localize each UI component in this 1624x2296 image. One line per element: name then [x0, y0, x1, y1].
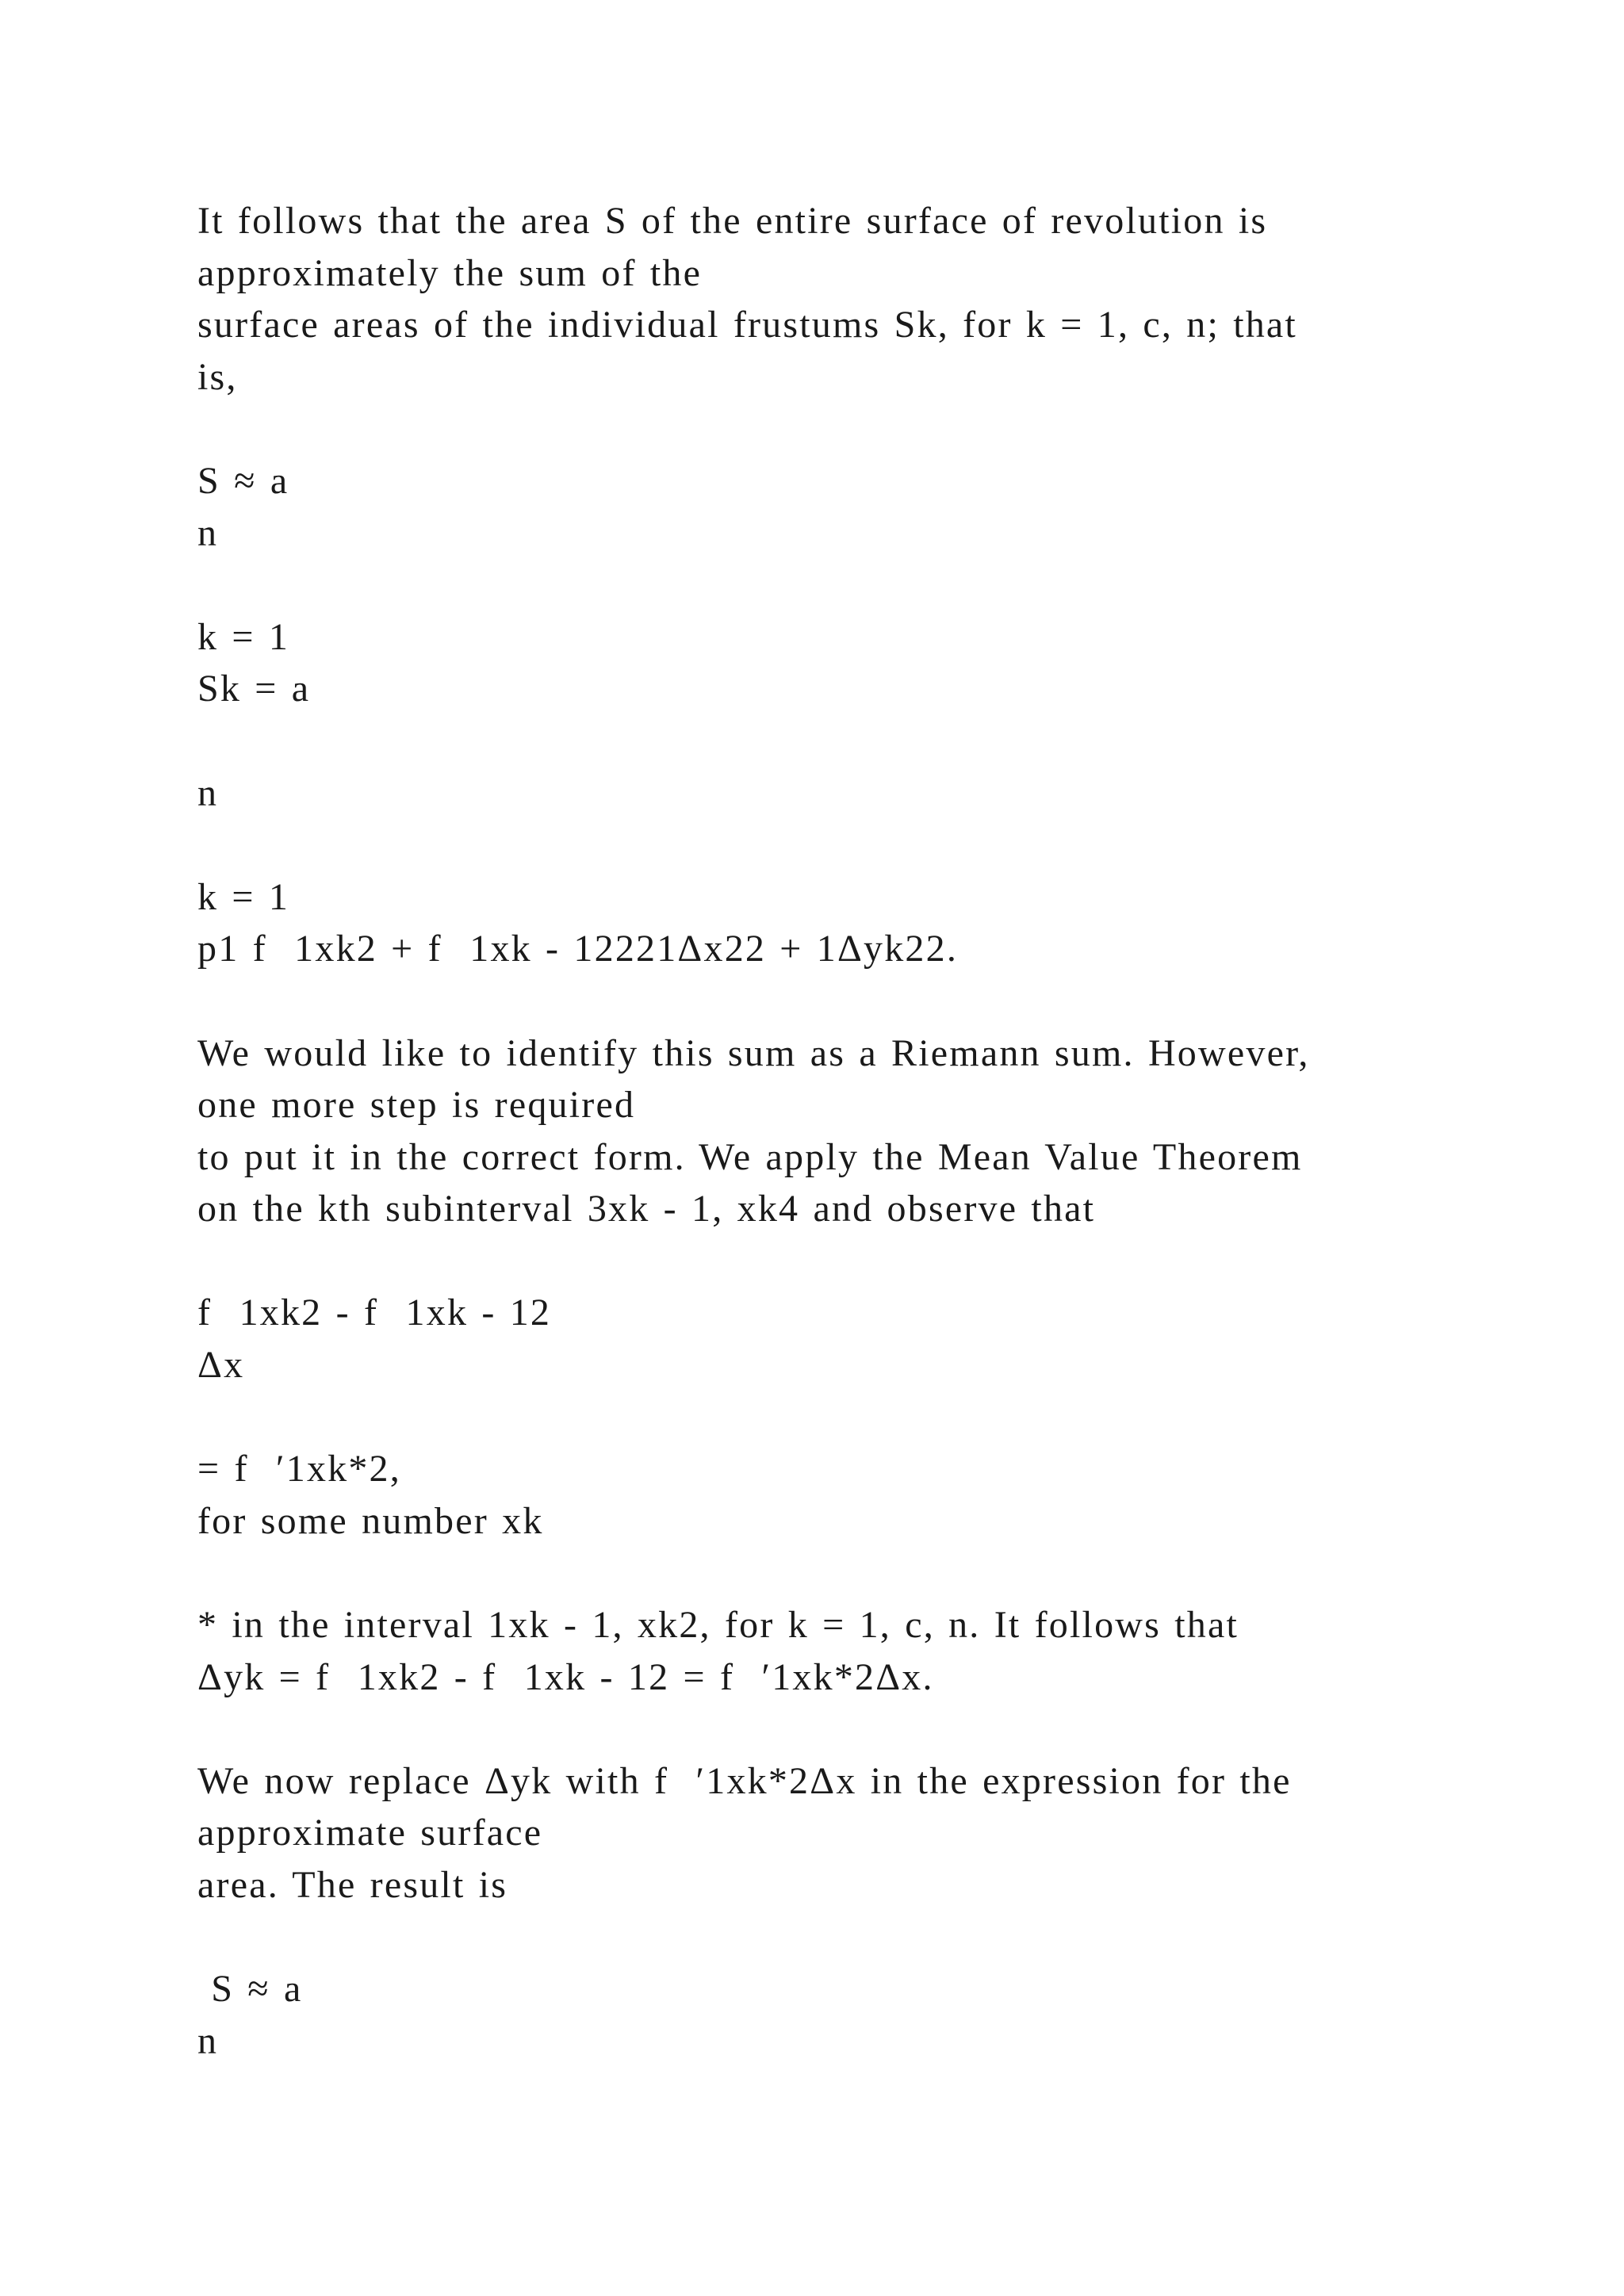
blank-line — [197, 559, 1482, 611]
text-line: We would like to identify this sum as a Riemann sum. However, — [197, 1031, 1310, 1074]
formula-line: p1 f 1xk2 + f 1xk - 12221Δx22 + 1Δyk22. — [197, 928, 959, 970]
text-line: to put it in the correct form. We apply the Mean Value Theorem — [197, 1135, 1303, 1178]
text-line: We now replace Δyk with f ′1xk*2Δx in the expression for the — [197, 1759, 1292, 1802]
text-line: area. The result is — [197, 1864, 508, 1906]
blank-line — [197, 1391, 1482, 1444]
formula-line: Δyk = f 1xk2 - f 1xk - 12 = f ′1xk*2Δx. — [197, 1655, 934, 1698]
formula-line: = f ′1xk*2, — [197, 1448, 401, 1490]
formula-line: Sk = a — [197, 668, 311, 710]
text-line: approximately the sum of the — [197, 251, 703, 294]
formula-line: S ≈ a — [197, 459, 289, 502]
text-line: is, — [197, 355, 238, 398]
formula-line: n — [197, 771, 219, 814]
formula-line: k = 1 — [197, 615, 290, 658]
formula-line: k = 1 — [197, 875, 290, 918]
blank-line — [197, 1547, 1482, 1599]
text-line: It follows that the area S of the entire surface of revolution is — [197, 200, 1268, 242]
text-line: on the kth subinterval 3xk - 1, xk4 and observe that — [197, 1188, 1096, 1230]
blank-line — [197, 819, 1482, 871]
formula-line: n — [197, 2019, 219, 2062]
text-line: * in the interval 1xk - 1, xk2, for k = 1, c, n. It follows that — [197, 1604, 1239, 1647]
blank-line — [197, 715, 1482, 767]
formula-line: f 1xk2 - f 1xk - 12 — [197, 1292, 552, 1334]
text-line: one more step is required — [197, 1084, 636, 1127]
formula-line: S ≈ a — [197, 1968, 303, 2011]
blank-line — [197, 1703, 1482, 1755]
text-line: surface areas of the individual frustums Sk, for k = 1, c, n; that — [197, 304, 1297, 346]
blank-line — [197, 1235, 1482, 1288]
formula-line: Δx — [197, 1344, 245, 1387]
text-line: for some number xk — [197, 1499, 544, 1542]
blank-line — [197, 1911, 1482, 1964]
blank-line — [197, 975, 1482, 1027]
blank-line — [197, 403, 1482, 455]
formula-line: n — [197, 511, 219, 554]
document-text-body — [197, 195, 1482, 2067]
text-line: approximate surface — [197, 1812, 543, 1854]
